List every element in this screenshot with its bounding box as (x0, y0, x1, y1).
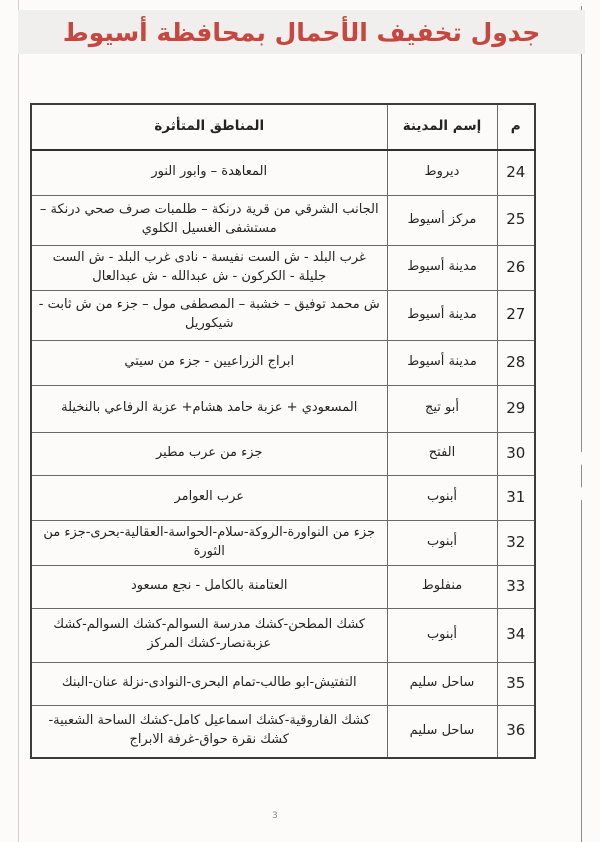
page-crease-artifact (560, 476, 588, 501)
row-city: مركز أسيوط (387, 195, 497, 245)
row-city: منفلوط (387, 565, 497, 608)
row-city: أبنوب (387, 475, 497, 520)
table-header-row (31, 104, 535, 150)
row-city: الفتح (387, 432, 497, 475)
row-areas: عرب العوامر (31, 475, 387, 520)
table-row (31, 432, 535, 475)
row-city: ساحل سليم (387, 662, 497, 705)
table-row (31, 340, 535, 385)
table-row (31, 520, 535, 565)
row-areas: ش محمد توفيق – خشبة – المصطفى مول – جزء من ش ثابت - شيكوريل (31, 290, 387, 340)
table-row (31, 150, 535, 195)
table-row (31, 385, 535, 432)
table-row (31, 662, 535, 705)
row-city: مدينة أسيوط (387, 245, 497, 290)
row-index: 24 (497, 150, 535, 195)
table-row (31, 608, 535, 662)
row-city: أبو تيج (387, 385, 497, 432)
row-areas: ابراج الزراعيين - جزء من سيتي (31, 340, 387, 385)
row-index: 34 (497, 608, 535, 662)
row-city: أبنوب (387, 520, 497, 565)
row-areas: الجانب الشرقي من قرية درنكة – طلمبات صرف صحي درنكة –مستشفى الغسيل الكلوي (31, 195, 387, 245)
page-edge-line-left (18, 0, 19, 842)
row-areas: كشك المطحن-كشك مدرسة السوالم-كشك السوالم-كشك عزبةنصار-كشك المركز (31, 608, 387, 662)
row-areas: جزء من عرب مطير (31, 432, 387, 475)
row-city: أبنوب (387, 608, 497, 662)
table-row (31, 290, 535, 340)
row-areas: المسعودي + عزبة حامد هشام+ عزبة الرفاعي بالنخيلة (31, 385, 387, 432)
header-index: م (497, 104, 535, 150)
row-index: 30 (497, 432, 535, 475)
row-index: 28 (497, 340, 535, 385)
load-shedding-table-container (30, 103, 534, 759)
row-index: 29 (497, 385, 535, 432)
page-crease-artifact (560, 451, 588, 476)
table-row (31, 565, 535, 608)
row-city: ديروط (387, 150, 497, 195)
row-areas: غرب البلد - ش الست نفيسة - نادى غرب البلد - ش الست جليلة - الكركون - ش عبدالله - ش عبدالعال (31, 245, 387, 290)
header-areas: المناطق المتأثرة (31, 104, 387, 150)
row-index: 36 (497, 705, 535, 758)
document-title-band (18, 10, 585, 54)
row-index: 31 (497, 475, 535, 520)
row-city: مدينة أسيوط (387, 290, 497, 340)
table-row (31, 195, 535, 245)
row-city: مدينة أسيوط (387, 340, 497, 385)
table-row (31, 245, 535, 290)
row-index: 26 (497, 245, 535, 290)
table-row (31, 705, 535, 758)
document-title: جدول تخفيف الأحمال بمحافظة أسيوط (62, 17, 541, 47)
row-index: 25 (497, 195, 535, 245)
row-city: ساحل سليم (387, 705, 497, 758)
page-edge-line-right (581, 6, 582, 842)
load-shedding-table (30, 103, 536, 759)
row-index: 33 (497, 565, 535, 608)
row-areas: التفتيش-ابو طالب-تمام البحرى-النوادى-نزلة عنان-البنك (31, 662, 387, 705)
page-number: 3 (272, 811, 278, 821)
row-areas: جزء من النواورة-الروكة-سلام-الحواسة-العقالية-بحرى-جزء من الثورة (31, 520, 387, 565)
header-city: إسم المدينة (387, 104, 497, 150)
row-index: 32 (497, 520, 535, 565)
row-index: 27 (497, 290, 535, 340)
row-areas: العتامنة بالكامل - نجع مسعود (31, 565, 387, 608)
row-index: 35 (497, 662, 535, 705)
row-areas: كشك الفاروقية-كشك اسماعيل كامل-كشك الساحة الشعبية-كشك نقرة حواق-غرفة الابراج (31, 705, 387, 758)
table-row (31, 475, 535, 520)
row-areas: المعاهدة – وابور النور (31, 150, 387, 195)
